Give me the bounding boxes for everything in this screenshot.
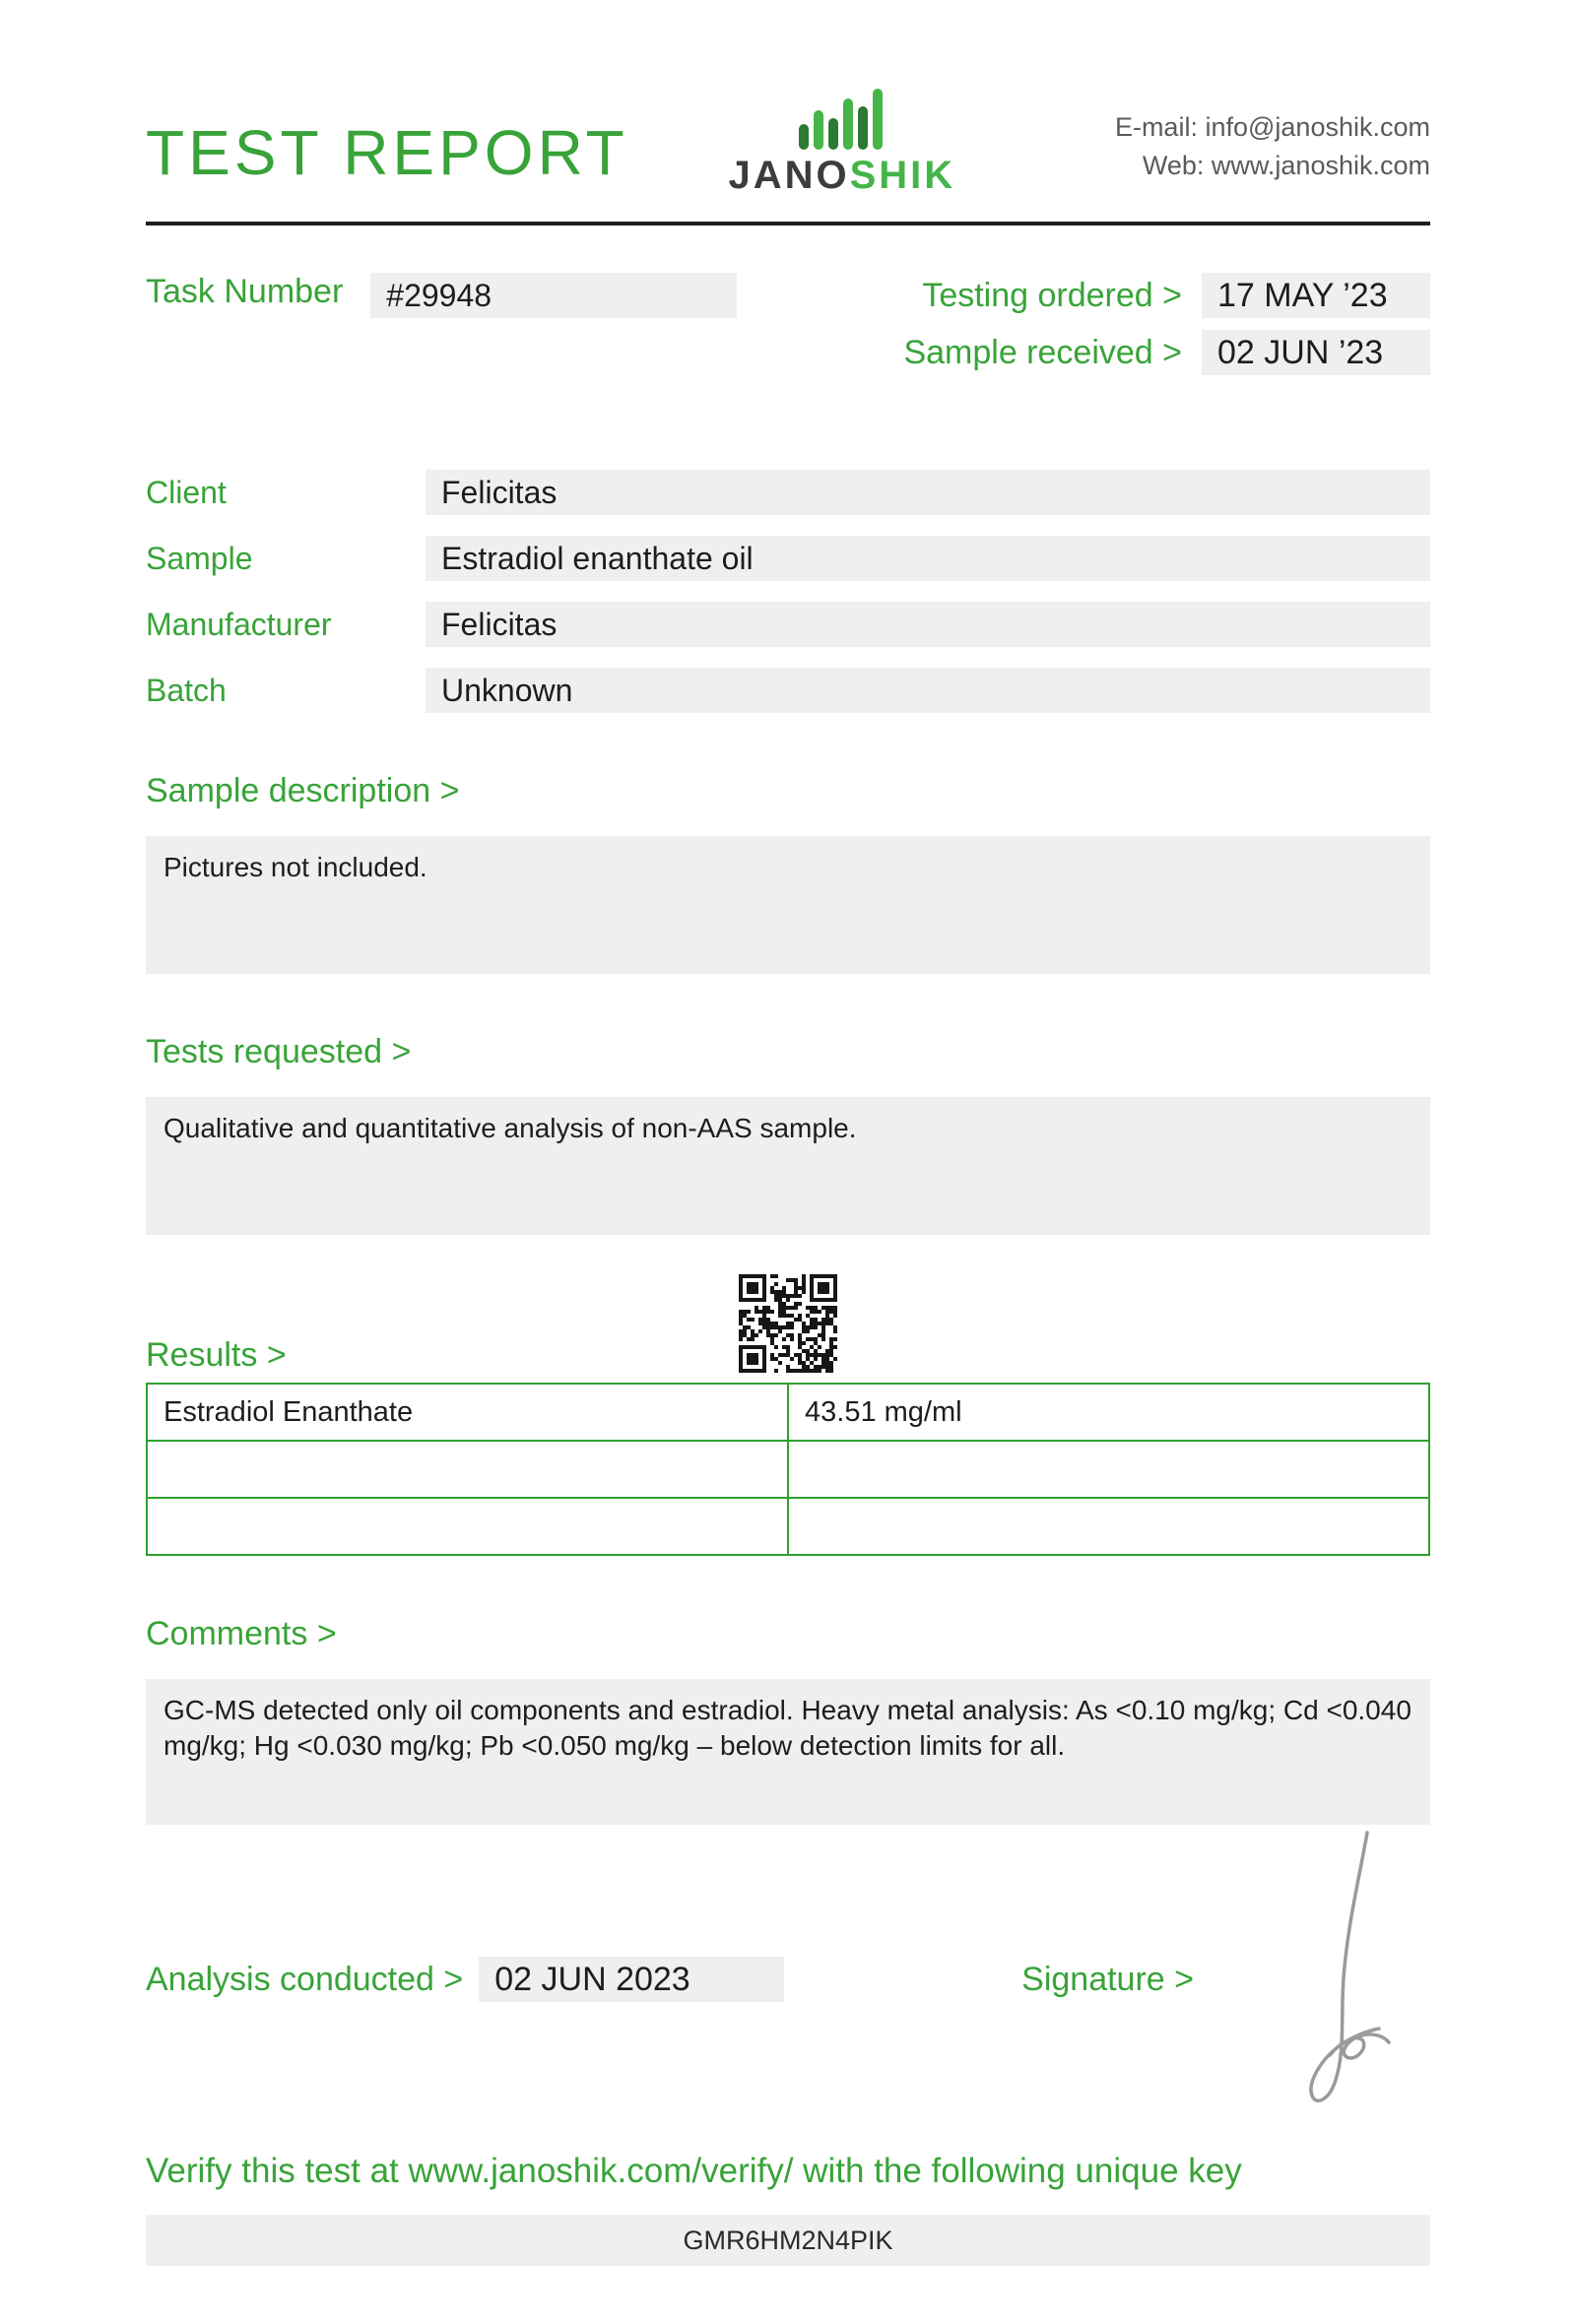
client-value: Felicitas: [426, 470, 1430, 515]
signature-image: [1273, 1823, 1420, 2118]
task-number-label: Task Number: [146, 273, 344, 310]
client-label: Client: [146, 474, 227, 510]
logo-shik-text: SHIK: [849, 154, 956, 197]
task-section: [146, 273, 1430, 387]
testing-ordered-row: [903, 273, 1430, 318]
detail-row-manufacturer: [146, 602, 1430, 647]
analysis-date: 02 JUN 2023: [479, 1957, 784, 2002]
web-value: www.janoshik.com: [1211, 151, 1430, 181]
detail-row-sample: [146, 536, 1430, 581]
email-label: E-mail:: [1114, 112, 1198, 142]
analysis-signature-row: [146, 1951, 1430, 2008]
manufacturer-value: Felicitas: [426, 602, 1430, 647]
comments-box: GC-MS detected only oil components and estradiol. Heavy metal analysis: As <0.10 mg/kg; Cd <0.040 mg/kg; Hg <0.030 mg/kg; Pb <0.050 mg/kg – below detection limits for all.: [146, 1679, 1430, 1825]
testing-ordered-label: Testing ordered >: [922, 276, 1182, 314]
result-substance-3: [147, 1498, 788, 1555]
sample-received-label: Sample received >: [903, 333, 1182, 371]
results-table: [146, 1383, 1430, 1556]
task-number-group: [146, 273, 737, 387]
sample-details-section: [146, 470, 1430, 713]
verify-instruction: Verify this test at www.janoshik.com/verify/ with the following unique key: [146, 2152, 1242, 2190]
analysis-conducted-label: Analysis conducted >: [146, 1960, 464, 1998]
sample-description-box: Pictures not included.: [146, 836, 1430, 974]
results-row-3: [147, 1498, 1429, 1555]
janoshik-logo: [728, 87, 955, 198]
results-heading: Results >: [146, 1336, 287, 1374]
detail-row-batch: [146, 668, 1430, 713]
header-divider: [146, 222, 1430, 226]
batch-value: Unknown: [426, 668, 1430, 713]
results-row-2: [147, 1441, 1429, 1498]
result-value-3: [788, 1498, 1429, 1555]
detail-row-client: [146, 470, 1430, 515]
result-value-1: 43.51 mg/ml: [788, 1384, 1429, 1441]
unique-key-box: GMR6HM2N4PIK: [146, 2215, 1430, 2266]
comments-heading: Comments >: [146, 1615, 337, 1652]
web-line: [1115, 147, 1430, 185]
result-value-2: [788, 1441, 1429, 1498]
sample-received-date: 02 JUN ’23: [1202, 330, 1430, 375]
testing-ordered-date: 17 MAY ’23: [1202, 273, 1430, 318]
signature-label: Signature >: [1021, 1960, 1194, 1998]
result-substance-1: Estradiol Enanthate: [147, 1384, 788, 1441]
email-line: [1115, 108, 1430, 147]
logo-wordmark: [728, 154, 955, 198]
web-label: Web:: [1142, 151, 1205, 181]
report-title: TEST REPORT: [146, 117, 628, 188]
tests-requested-heading: Tests requested >: [146, 1033, 412, 1070]
batch-label: Batch: [146, 672, 227, 708]
bar-chart-logo-icon: [795, 87, 889, 152]
dates-group: [903, 273, 1430, 387]
sample-value: Estradiol enanthate oil: [426, 536, 1430, 581]
sample-description-heading: Sample description >: [146, 772, 460, 809]
results-row-1: [147, 1384, 1429, 1441]
tests-requested-box: Qualitative and quantitative analysis of non-AAS sample.: [146, 1097, 1430, 1235]
manufacturer-label: Manufacturer: [146, 606, 332, 642]
logo-jano-text: JANO: [728, 154, 850, 197]
contact-info: [1115, 108, 1430, 185]
report-header: [146, 87, 1430, 198]
sample-label: Sample: [146, 540, 253, 576]
sample-received-row: [903, 330, 1430, 375]
task-number-value: #29948: [370, 273, 737, 318]
results-header-row: [146, 1272, 1430, 1375]
email-value: info@janoshik.com: [1205, 112, 1430, 142]
qr-code: [739, 1274, 837, 1373]
result-substance-2: [147, 1441, 788, 1498]
